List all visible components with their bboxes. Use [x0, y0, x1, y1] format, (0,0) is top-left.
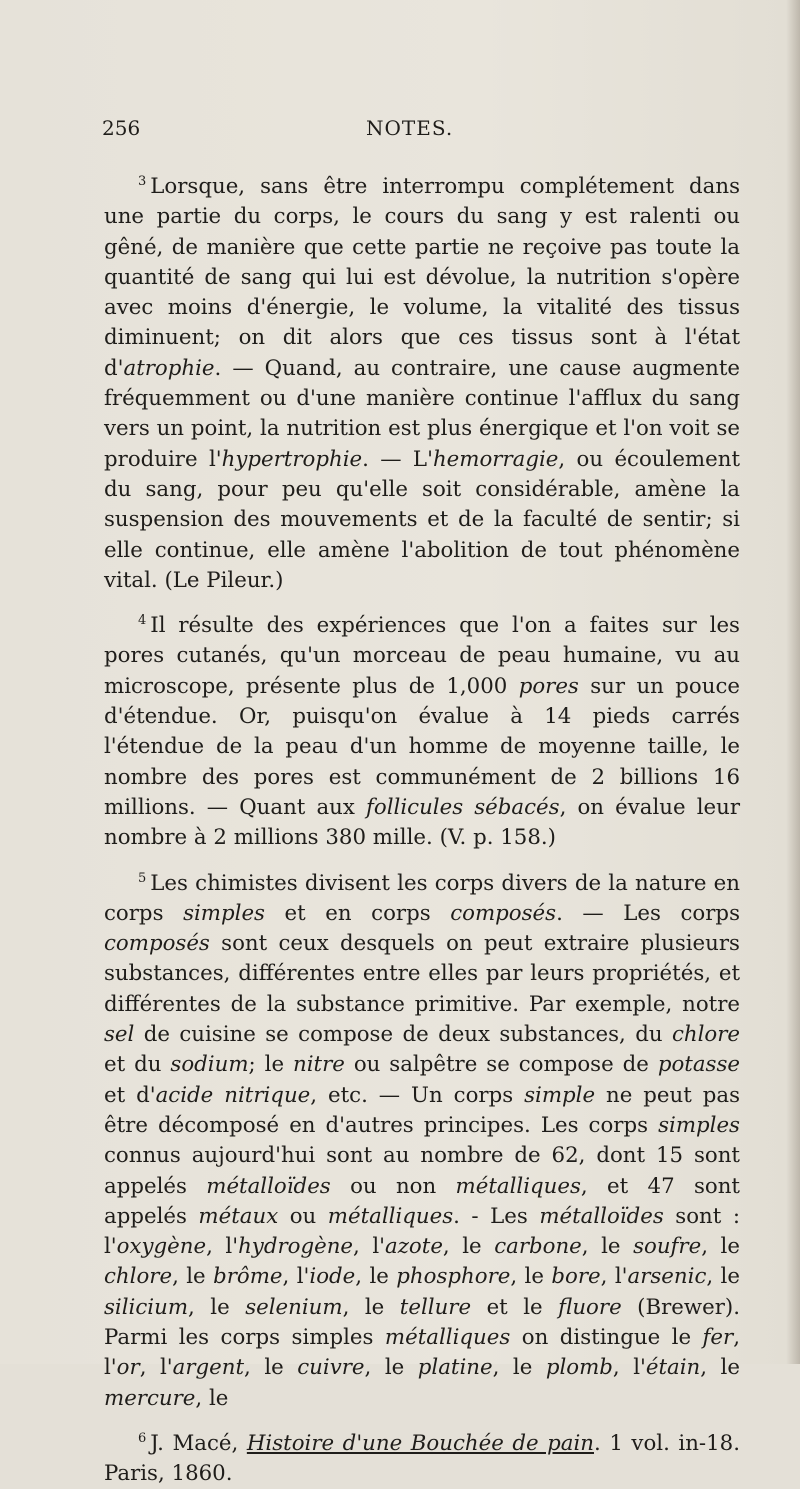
- italic-term: tellure: [399, 1294, 472, 1320]
- italic-term: atrophie: [123, 355, 215, 381]
- footnote-4: [104, 611, 740, 853]
- italic-term: or: [116, 1355, 140, 1381]
- italic-term: brôme: [213, 1264, 283, 1290]
- note-text: . — Quand, au contraire, une cause augmente fréquemment ou d'une manière continue l'afflux du sang vers un point, la nutrition est plus énergique et l'on voit se produire l': [104, 355, 740, 472]
- italic-term: simples: [658, 1112, 740, 1138]
- italic-term: selenium: [245, 1294, 343, 1320]
- italic-term: hemorragie: [432, 446, 559, 472]
- page-header: [102, 116, 738, 146]
- italic-term: platine: [417, 1355, 493, 1381]
- italic-term: sel: [104, 1022, 135, 1048]
- footnote-5: [104, 869, 740, 1414]
- footnote-marker: 4: [138, 613, 147, 629]
- italic-term: fer: [702, 1324, 734, 1350]
- italic-term: chlore: [671, 1022, 740, 1048]
- note-text: . 1 vol. in-18. Paris, 1860.: [104, 1430, 740, 1487]
- book-title: [247, 1431, 594, 1456]
- note-text: Il résulte des expériences que l'on a faites sur les pores cutanés, qu'un morceau de peau humaine, vu au microscope, présente plus de 1,000: [104, 613, 740, 699]
- note-text: , ou écoulement du sang, pour peu qu'elle soit considérable, amène la suspension des mouvements et de la faculté de sentir; si elle continue, elle amène l'abolition de tout phénomène vital. (Le Pileur.): [104, 446, 740, 593]
- note-text: . - Les: [453, 1203, 540, 1229]
- italic-term: azote: [385, 1234, 443, 1260]
- italic-term: étain: [645, 1355, 701, 1381]
- italic-term: potasse: [657, 1052, 740, 1078]
- note-text: , l': [104, 1324, 740, 1381]
- italic-term: composés: [104, 931, 210, 957]
- italic-term: nitre: [293, 1052, 345, 1078]
- note-text: , le: [701, 1234, 740, 1260]
- note-text: , le: [442, 1234, 495, 1260]
- italic-term: bore: [551, 1264, 601, 1290]
- page-edge-shadow: [786, 0, 800, 1364]
- italic-term: simple: [524, 1082, 596, 1108]
- note-text: Lorsque, sans être interrompu complétement dans une partie du corps, le cours du sang y est ralenti ou gêné, de manière que cette partie ne reçoive pas toute la quantité de sang qui lui est dévolue, la nutrition s'opère avec moins d'énergie, le volume, la vitalité des tissus diminuent; on dit alors que ces tissus sont à l'état d': [104, 174, 740, 381]
- note-text: , l': [282, 1264, 310, 1290]
- italic-term: hydrogène: [238, 1234, 354, 1260]
- note-text: , le: [492, 1355, 546, 1381]
- note-text: , le: [342, 1294, 400, 1320]
- italic-term: sodium: [170, 1052, 249, 1078]
- note-text: J. Macé,: [150, 1430, 247, 1456]
- note-text: , le: [700, 1355, 740, 1381]
- italic-term: fluore: [558, 1294, 622, 1320]
- note-text: , le: [510, 1264, 552, 1290]
- italic-term: métalloïdes: [539, 1203, 664, 1229]
- notes-section: [104, 172, 740, 1489]
- note-text: (Brewer). Parmi les corps simples: [104, 1294, 741, 1350]
- italic-term: phosphore: [396, 1264, 511, 1290]
- note-text: , le: [355, 1264, 397, 1290]
- italic-term: hypertrophie: [221, 446, 363, 472]
- note-text: , l': [353, 1234, 386, 1260]
- italic-term: métaux: [198, 1203, 279, 1229]
- italic-term: silicium: [104, 1294, 189, 1320]
- note-text: , l': [612, 1355, 646, 1381]
- note-text: sont : l': [104, 1203, 741, 1260]
- note-text: , le: [706, 1264, 740, 1290]
- italic-term: simples: [183, 900, 265, 926]
- footnote-6: [104, 1429, 740, 1489]
- running-title: NOTES.: [366, 116, 454, 140]
- note-text: sont ceux desquels on peut extraire plusieurs substances, différentes entre elles par leurs propriétés, et différentes de la substance primitive. Par exemple, notre: [104, 931, 740, 1017]
- italic-term: acide nitrique: [155, 1082, 311, 1108]
- italic-term: métalloïdes: [206, 1173, 331, 1199]
- note-text: , le: [195, 1385, 229, 1411]
- note-text: de cuisine se compose de deux substances, du: [134, 1022, 672, 1048]
- italic-term: chlore: [104, 1264, 173, 1290]
- italic-term: composés: [450, 900, 557, 926]
- note-text: ne peut pas être décomposé en d'autres principes. Les corps: [104, 1082, 741, 1138]
- note-text: , le: [172, 1264, 214, 1290]
- italic-term: métalliques: [384, 1324, 511, 1350]
- italic-term: mercure: [104, 1385, 196, 1411]
- note-text: , l': [206, 1234, 239, 1260]
- italic-term: argent: [172, 1355, 245, 1381]
- italic-term: carbone: [494, 1234, 582, 1260]
- italic-term: iode: [309, 1264, 356, 1290]
- note-text: et d': [104, 1082, 156, 1108]
- note-text: ou: [278, 1203, 328, 1229]
- note-text: , l': [600, 1264, 628, 1290]
- italic-term: arsenic: [627, 1264, 707, 1290]
- note-text: ou salpêtre se compose de: [344, 1052, 658, 1078]
- note-text: , et 47 sont appelés: [104, 1173, 740, 1229]
- note-text: sur un pouce d'étendue. Or, puisqu'on évalue à 14 pieds carrés l'étendue de la peau d'un homme de moyenne taille, le nombre des pores est communément de 2 billions 16 millions. — Quant aux: [104, 673, 740, 820]
- note-text: . — L': [362, 446, 433, 472]
- footnote-3: [104, 172, 740, 596]
- italic-term: métalliques: [327, 1203, 454, 1229]
- note-text: connus aujourd'hui sont au nombre de 62, dont 15 sont appelés: [104, 1143, 740, 1199]
- note-text: Les chimistes divisent les corps divers de la nature en corps: [104, 870, 740, 926]
- note-text: . — Les corps: [556, 900, 740, 926]
- italic-term: pores: [518, 673, 579, 699]
- italic-term: follicules sébacés: [366, 794, 560, 820]
- note-text: ; le: [248, 1052, 293, 1078]
- note-text: , le: [581, 1234, 634, 1260]
- note-text: , etc. — Un corps: [310, 1082, 525, 1108]
- italic-term: Histoire d'une Bouchée de pain: [246, 1430, 594, 1456]
- note-text: ou non: [330, 1173, 456, 1199]
- note-text: , le: [188, 1294, 246, 1320]
- italic-term: métalliques: [455, 1173, 581, 1199]
- note-text: , on évalue leur nombre à 2 millions 380 mille. (V. p. 158.): [104, 794, 741, 851]
- note-text: et en corps: [264, 900, 451, 926]
- italic-term: oxygène: [116, 1234, 207, 1260]
- note-text: et du: [104, 1052, 171, 1078]
- note-text: , le: [364, 1355, 418, 1381]
- note-text: , l': [139, 1355, 173, 1381]
- note-text: , le: [244, 1355, 298, 1381]
- italic-term: plomb: [545, 1355, 613, 1381]
- note-text: on distingue le: [510, 1324, 703, 1350]
- note-text: et le: [471, 1294, 559, 1320]
- italic-term: cuivre: [297, 1355, 365, 1381]
- footnote-marker: 3: [138, 174, 147, 189]
- italic-term: soufre: [633, 1234, 702, 1260]
- footnote-marker: 6: [138, 1430, 147, 1446]
- page-number: 256: [102, 116, 141, 140]
- footnote-marker: 5: [138, 870, 147, 886]
